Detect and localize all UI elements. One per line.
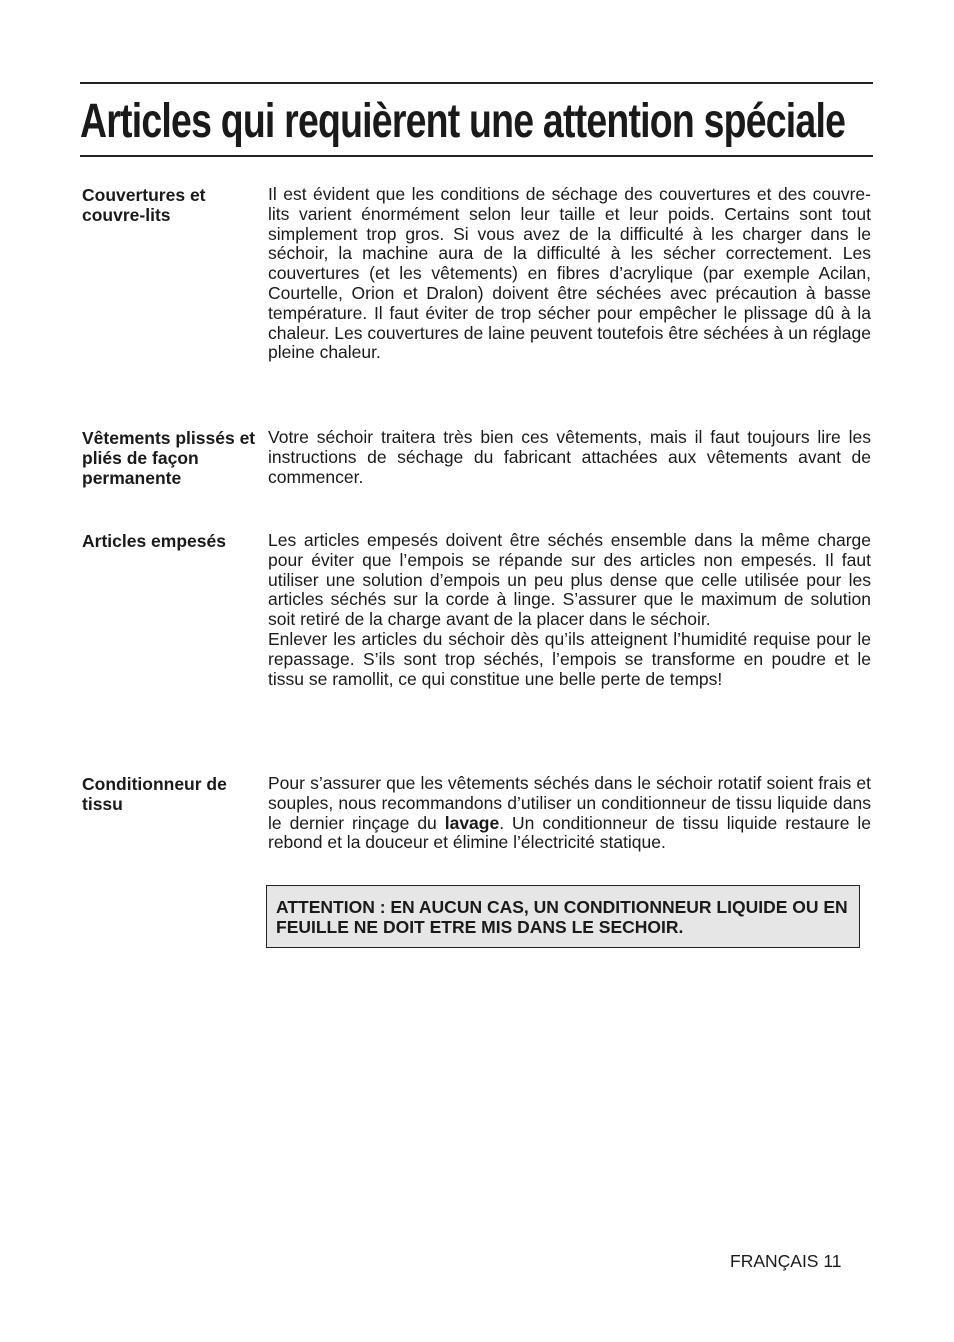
title-bottom-rule [80,155,873,157]
section-label-couvertures: Couvertures et couvre-lits [82,185,206,225]
text-segment: Pour s’assurer que les vêtements séchés dans le séchoir rotatif soient frais et souples, nous recommandons d’utiliser un conditionneur de tissu liquide dans le dernier rinçage du [268,773,871,833]
text-segment: . Un conditionneur de tissu liquide restaure le rebond et la douceur et élimine l’électricité statique. [268,812,871,853]
section-body-couvertures [268,185,871,363]
warning-text: ATTENTION : EN AUCUN CAS, UN CONDITIONNEUR LIQUIDE OU EN FEUILLE NE DOIT ETRE MIS DANS LE SECHOIR. [276,897,848,937]
paragraph [268,774,871,853]
warning-box [266,885,860,948]
title-top-rule [80,82,873,84]
section-label-vetements-plisses: Vêtements plissés et pliés de façon permanente [82,428,256,488]
paragraph: Les articles empesés doivent être séchés ensemble dans la même charge pour éviter que l’empois se répande sur des articles non empesés. Il faut utiliser une solution d’empois un peu plus dense que celle utilisée pour les articles séchés sur la corde à linge. S’assurer que le maximum de solution soit retiré de la charge avant de la placer dans le séchoir. [268,530,871,630]
section-label-conditionneur: Conditionneur de tissu [82,774,227,814]
paragraph: Il est évident que les conditions de séchage des couvertures et des couvre-lits varient énormément selon leur taille et leur poids. Certains sont tout simplement trop gros. Si vous avez de la difficulté à les charger dans le séchoir, la machine aura de la difficulté à les sécher correctement. Les couvertures (et les vêtements) en fibres d’acrylique (par exemple Acilan, Courtelle, Orion et Dralon) doivent être séchées avec précaution à basse température. Il faut éviter de trop sécher pour empêcher le plissage dû à la chaleur. Les couvertures de laine peuvent toutefois être séchées à un réglage pleine chaleur. [268,184,871,363]
section-body-articles-empeses [268,531,871,689]
bold-term: lavage [444,812,500,833]
paragraph: Votre séchoir traitera très bien ces vêtements, mais il faut toujours lire les instructions de séchage du fabricant attachées aux vêtements avant de commencer. [268,427,871,487]
section-label-articles-empeses: Articles empesés [82,531,226,551]
paragraph: Enlever les articles du séchoir dès qu’ils atteignent l’humidité requise pour le repassage. S’ils sont trop séchés, l’empois se transforme en poudre et le tissu se ramollit, ce qui constitue une belle perte de temps! [268,628,871,689]
section-body-conditionneur [268,774,871,853]
page-footer: FRANÇAIS 11 [730,1251,842,1271]
section-body-vetements-plisses [268,428,871,487]
page-title: Articles qui requièrent une attention spéciale [80,95,846,148]
